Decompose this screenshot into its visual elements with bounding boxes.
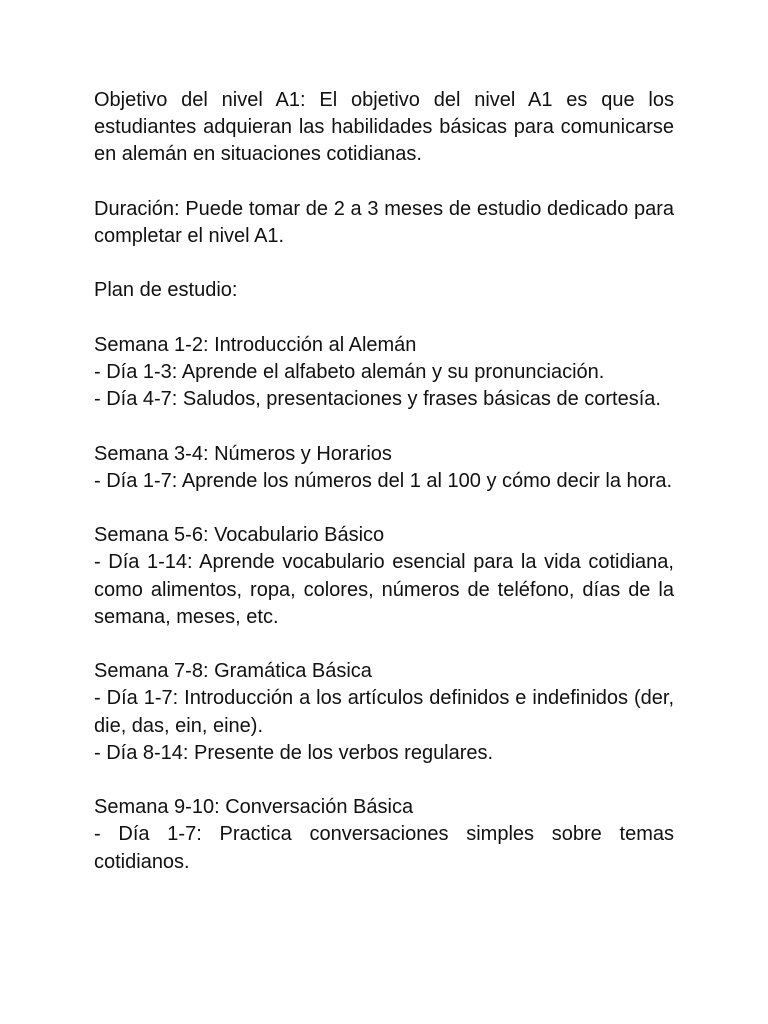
- day-item: - Día 1-7: Introducción a los artículos definidos e indefinidos (der, die, das, ein, eine).: [94, 687, 674, 737]
- week-section-5-6: [94, 522, 674, 631]
- week-section-7-8: [94, 658, 674, 767]
- day-item: - Día 1-7: Aprende los números del 1 al 100 y cómo decir la hora.: [94, 469, 673, 492]
- document-page: [94, 87, 674, 903]
- week-heading: Semana 7-8: Gramática Básica: [94, 660, 372, 683]
- day-item: - Día 1-14: Aprende vocabulario esencial para la vida cotidiana, como alimentos, ropa, colores, números de teléfono, días de la semana, meses, etc.: [94, 551, 674, 628]
- week-section-1-2: [94, 332, 674, 414]
- duration-paragraph: Duración: Puede tomar de 2 a 3 meses de estudio dedicado para completar el nivel A1.: [94, 197, 674, 247]
- objective-paragraph: Objetivo del nivel A1: El objetivo del nivel A1 es que los estudiantes adquieran las habilidades básicas para comunicarse en alemán en situaciones cotidianas.: [94, 89, 674, 166]
- day-item: - Día 1-7: Practica conversaciones simples sobre temas cotidianos.: [94, 823, 674, 873]
- week-section-3-4: [94, 441, 674, 495]
- week-heading: Semana 3-4: Números y Horarios: [94, 442, 392, 465]
- week-heading: Semana 9-10: Conversación Básica: [94, 796, 414, 819]
- week-section-9-10: [94, 794, 674, 876]
- week-heading: Semana 5-6: Vocabulario Básico: [94, 524, 385, 547]
- day-item: - Día 4-7: Saludos, presentaciones y frases básicas de cortesía.: [94, 388, 661, 411]
- study-plan-heading: Plan de estudio:: [94, 279, 238, 302]
- day-item: - Día 8-14: Presente de los verbos regulares.: [94, 741, 494, 764]
- week-heading: Semana 1-2: Introducción al Alemán: [94, 333, 417, 356]
- day-item: - Día 1-3: Aprende el alfabeto alemán y su pronunciación.: [94, 360, 605, 383]
